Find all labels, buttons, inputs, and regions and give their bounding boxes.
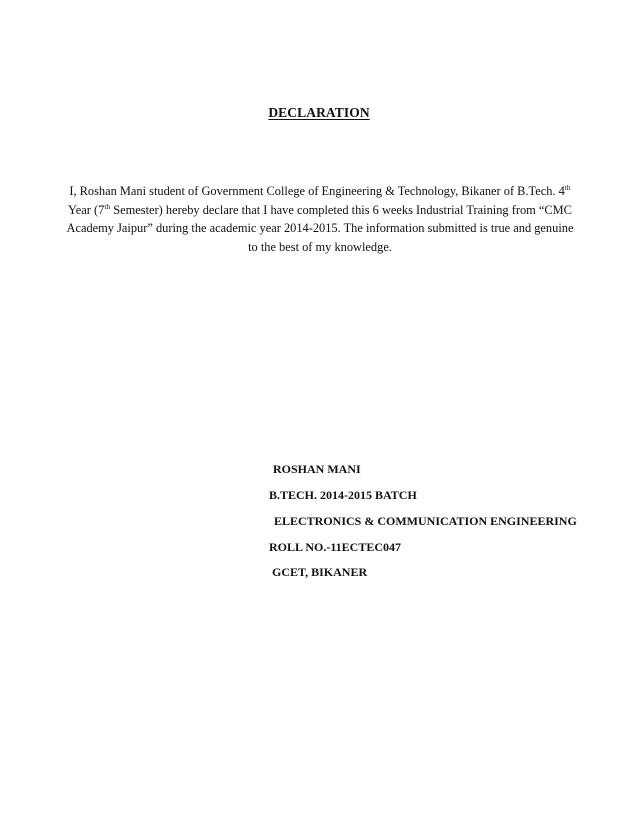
statement-part-2: Year (7 xyxy=(68,202,105,217)
signatory-name: ROSHAN MANI xyxy=(273,462,361,476)
statement-part-3: Semester) hereby declare that I have completed this 6 weeks Industrial Training from “CMC Academy Jaipur” during the academic year 2014-2015. The information submitted is true and genuine to the best of my knowledge. xyxy=(66,202,574,254)
statement-part-1: I, Roshan Mani student of Government College of Engineering & Technology, Bikaner of B.Tech. 4 xyxy=(69,184,565,198)
ordinal-suffix-1: th xyxy=(564,183,571,192)
signatory-batch: B.TECH. 2014-2015 BATCH xyxy=(269,488,417,502)
ordinal-suffix-2: th xyxy=(104,201,111,211)
declaration-heading: DECLARATION xyxy=(268,105,370,120)
signatory-roll-number: ROLL NO.-11ECTEC047 xyxy=(269,540,402,554)
signatory-college: GCET, BIKANER xyxy=(272,565,368,579)
signatory-department: ELECTRONICS & COMMUNICATION ENGINEERING xyxy=(274,514,577,528)
declaration-statement xyxy=(64,182,576,256)
